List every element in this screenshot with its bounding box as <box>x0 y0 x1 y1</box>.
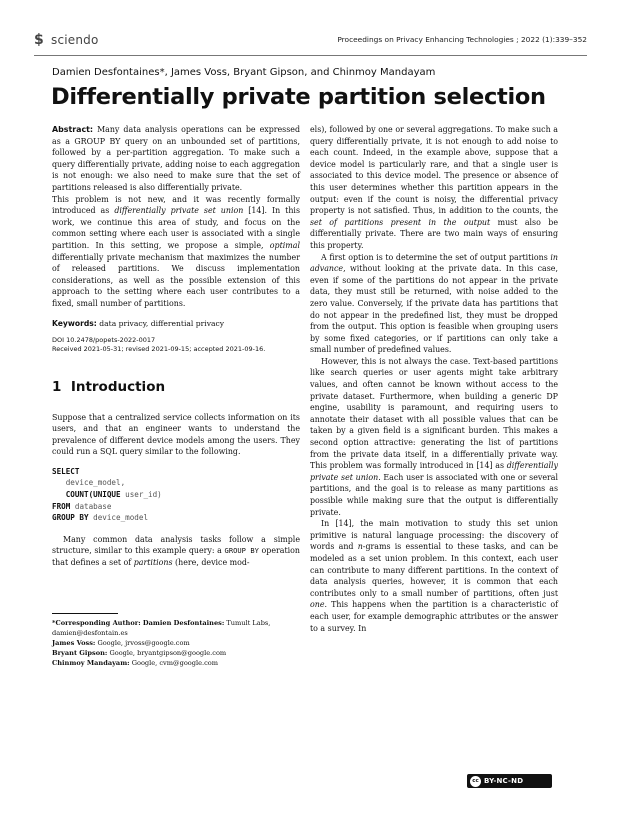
body-paragraph-4: In [14], the main motivation to study this set union primitive is natural language processing: the discovery of words and n-grams is essential to these tasks, and can be modeled as a set union problem. In this context, each user can contribute to many different partitions. In the context of data analysis queries, however, it is common that each contributes only to a small number of partitions, often just one. This happens when the partition is a characteristic of each user, for example demographic attributes or the answer to a survey. In <box>310 519 558 633</box>
page-header <box>34 33 587 51</box>
abstract-paragraph-1: Abstract: Many data analysis operations can be expressed as a GROUP BY query on an unbounded set of partitions, followed by a per-partition aggregation. To make such a query differentially private, adding noise to each aggregation is not enough: we also need to make sure that the set of partitions released is also differentially private. <box>52 125 301 192</box>
publisher-logo <box>34 33 99 47</box>
license-badge[interactable] <box>467 774 552 788</box>
abstract-label: Abstract: <box>52 125 94 134</box>
footnote-voss: James Voss: Google, jrvoss@google.com <box>52 639 190 648</box>
intro-paragraph-1: Suppose that a centralized service collects information on its users, and that an engineer wants to understand the prevalence of different device models among the users. They could run a SQL query similar to the following. <box>52 412 300 457</box>
footnote-mandayam: Chinmoy Mandayam: Google, cvm@google.com <box>52 659 219 668</box>
right-column <box>310 124 558 634</box>
section-heading: 1 Introduction <box>52 378 166 395</box>
creative-commons-icon: cc <box>470 776 481 787</box>
header-rule <box>34 55 587 56</box>
footnote-gipson: Bryant Gipson: Google, bryantgipson@google.com <box>52 649 227 658</box>
keywords: Keywords: data privacy, differential privacy <box>52 318 225 328</box>
footnote-rule <box>52 613 118 614</box>
body-paragraph-2: A first option is to determine the set of output partitions in advance, without looking at the private data. In this case, even if some of the partitions do not appear in the private data, they must still be returned, with noise added to the zero value. Conversely, if the private data has partitions that do not appear in the predefined list, they must be dropped from the output. This option is feasible when grouping users by some fixed categories, or if partitions can only take a small number of predefined values. <box>310 252 558 355</box>
footnote-corresponding: *Corresponding Author: Damien Desfontaines: Tumult Labs, damien@desfontain.es <box>52 618 271 637</box>
license-text: BY-NC-ND <box>484 777 524 785</box>
sciendo-s-icon: $ <box>34 32 44 48</box>
body-paragraph-1: els), followed by one or several aggregations. To make such a query differentially private, it is not enough to add noise to each count. Indeed, in the example above, suppose that a device model is particularly rare, and that a single user is associated to this device model. The presence or absence of this user determines whether this partition appears in the output: even if the count is noisy, the differential privacy property is not satisfied. Thus, in addition to the counts, the set of partitions present in the output must also be differentially private. There are two main ways of ensuring this property. <box>310 125 558 250</box>
intro-paragraph-2: Many common data analysis tasks follow a simple structure, similar to this example query: a GROUP BY operation that defines a set of partitions (here, device mod- <box>52 534 300 568</box>
doi: DOI 10.2478/popets-2022-0017 <box>52 335 156 344</box>
author-list: Damien Desfontaines*, James Voss, Bryant Gipson, and Chinmoy Mandayam <box>52 67 436 78</box>
received-dates: Received 2021-05-31; revised 2021-09-15; accepted 2021-09-16. <box>52 345 266 353</box>
sql-code-block: SELECT device_model, COUNT(UNIQUE user_id) FROM database GROUP BY device_model <box>52 466 162 523</box>
journal-reference: Proceedings on Privacy Enhancing Technologies ; 2022 (1):339–352 <box>337 35 587 44</box>
paper-title: Differentially private partition selection <box>51 84 546 110</box>
left-column <box>52 124 300 669</box>
body-paragraph-3: However, this is not always the case. Text-based partitions like search queries or user agents might take arbitrary values, and often cannot be known without access to the private dataset. Furthermore, when building a generic DP engine, usability is paramount, and requiring users to annotate their dataset with all possible values that can be taken by a given field is a significant burden. This makes a second option attractive: generating the list of partitions from the private data itself, in a differentially private way. This problem was formally introduced in [14] as differentially private set union. Each user is associated with one or several partitions, and the goal is to release as many partitions as possible while making sure that the output is differentially private. <box>310 356 558 517</box>
abstract-paragraph-2: This problem is not new, and it was recently formally introduced as differentially private set union [14]. In this work, we continue this area of study, and focus on the common setting where each user is associated with a single partition. In this setting, we propose a simple, optimal differentially private mechanism that maximizes the number of released partitions. We discuss implementation considerations, as well as the possible extension of this approach to the setting where each user contributes to a fixed, small number of partitions. <box>52 194 301 308</box>
logo-text: sciendo <box>51 33 99 47</box>
